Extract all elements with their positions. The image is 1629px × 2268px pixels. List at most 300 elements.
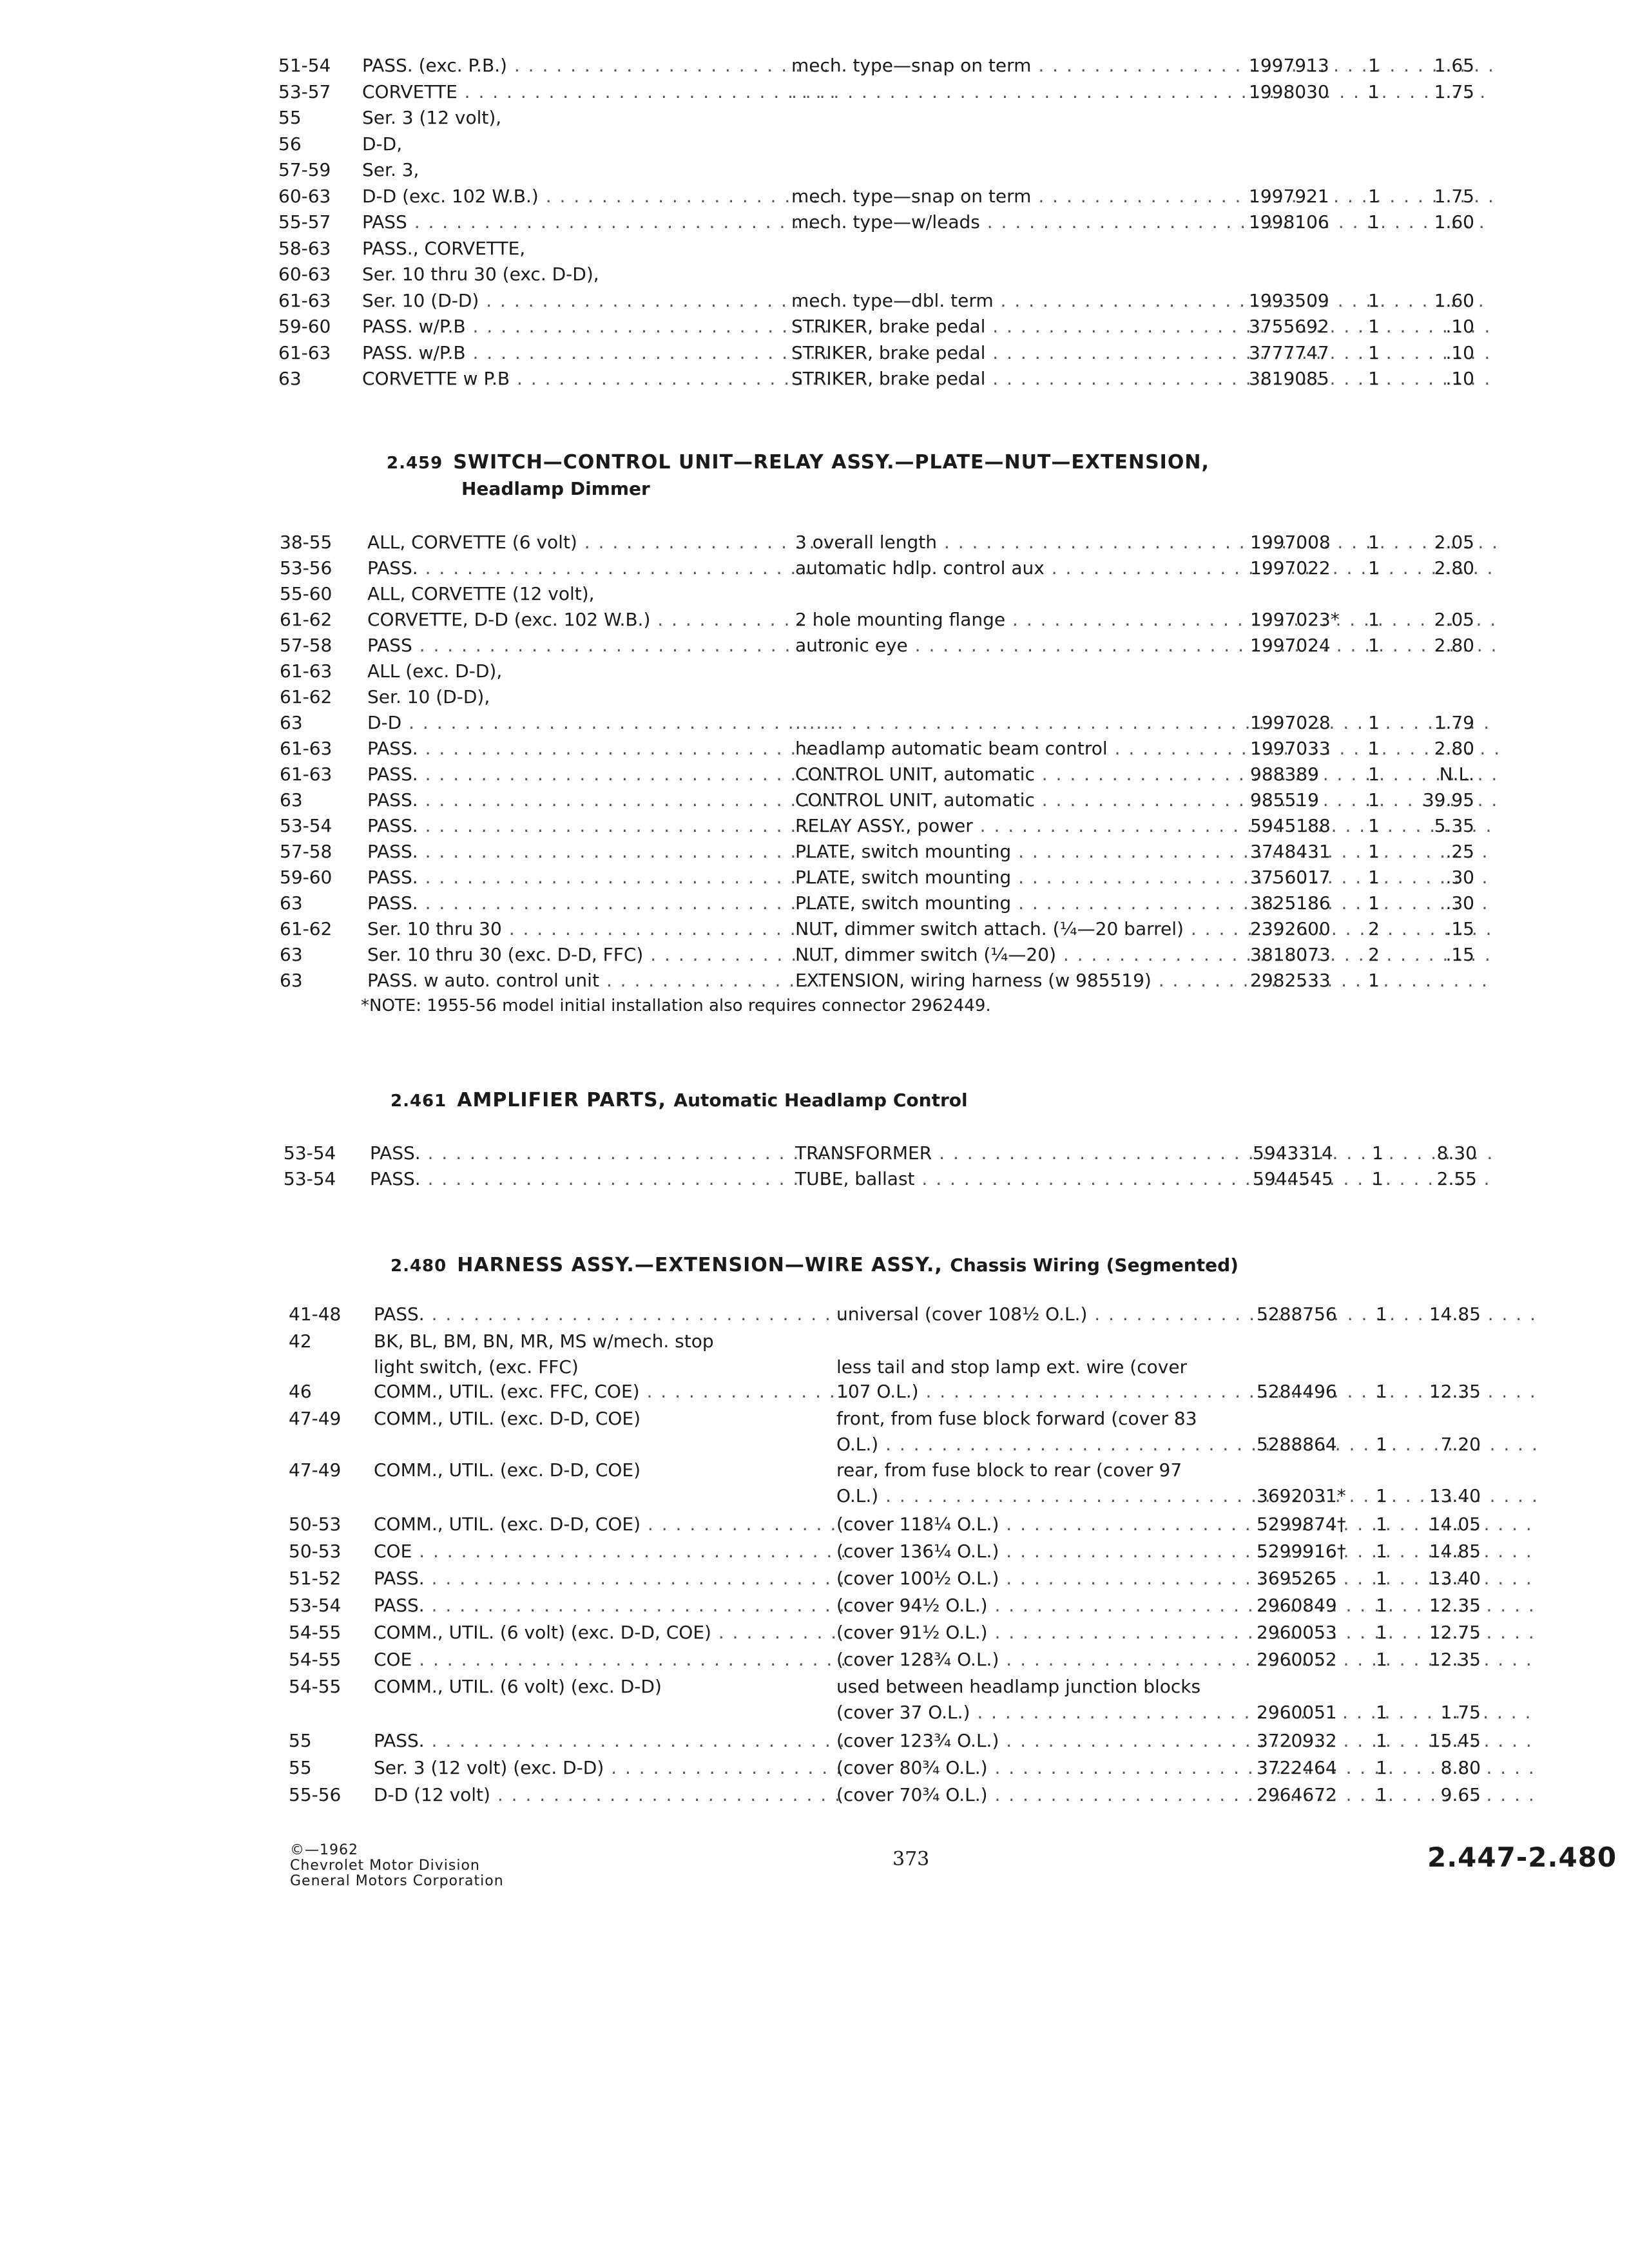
description-cell: D-D,	[362, 133, 403, 155]
description-cell: PASS. . . .	[374, 1302, 851, 1327]
description-cell: PASS. . . .	[374, 1566, 851, 1591]
part-number-cell: 5288756	[1257, 1303, 1337, 1325]
description-cell: COMM., UTIL. (exc. D-D, COE) . . .	[374, 1512, 851, 1537]
part-name-cell: (cover 100½ O.L.) . . .	[836, 1566, 1539, 1591]
part-number-cell: 5288864	[1257, 1434, 1337, 1455]
description-cell: CORVETTE w P.B . . .	[362, 366, 839, 392]
table-row	[0, 890, 1629, 916]
part-name-cell: (cover 91½ O.L.) . . .	[836, 1620, 1539, 1646]
price-cell: 1.60	[1434, 211, 1474, 233]
table-row	[0, 1593, 1629, 1619]
section-title: SWITCH—CONTROL UNIT—RELAY ASSY.—PLATE—NUT—EXTENSION,	[453, 451, 1210, 474]
quantity-cell: 1	[1368, 55, 1380, 76]
quantity-cell: 1	[1368, 289, 1380, 311]
description-cell: COMM., UTIL. (exc. D-D, COE)	[374, 1408, 641, 1429]
price-cell: 1.60	[1434, 289, 1474, 311]
quantity-cell: 1	[1368, 712, 1380, 733]
part-name-cell: mech. type—w/leads . . .	[791, 209, 1494, 235]
price-cell: 13.40	[1429, 1568, 1481, 1589]
years-cell: 61-63	[278, 289, 331, 311]
description-cell: Ser. 10 thru 30 (exc. D-D),	[362, 264, 599, 285]
quantity-cell: 1	[1376, 1649, 1387, 1670]
years-cell: 53-57	[278, 81, 331, 102]
quantity-cell: 1	[1376, 1434, 1387, 1455]
part-name-cell: less tail and stop lamp ext. wire (cover	[836, 1356, 1188, 1378]
quantity-cell: 1	[1372, 1142, 1383, 1164]
years-cell: 50-53	[289, 1514, 342, 1535]
table-row	[0, 1457, 1629, 1483]
years-cell: 60-63	[278, 264, 331, 285]
quantity-cell: 1	[1368, 211, 1380, 233]
price-cell: N.L.	[1439, 764, 1474, 785]
part-number-cell: 1997023*	[1250, 609, 1340, 630]
description-cell: Ser. 3,	[362, 159, 419, 180]
part-number-cell: 3748431	[1250, 841, 1331, 862]
table-row	[0, 684, 1629, 710]
years-cell: 56	[278, 133, 302, 155]
description-cell: COMM., UTIL. (exc. D-D, COE)	[374, 1459, 641, 1481]
description-cell: Ser. 10 thru 30 (exc. D-D, FFC) . . .	[367, 942, 844, 968]
price-cell: 14.85	[1429, 1541, 1481, 1562]
years-cell: 41-48	[289, 1303, 342, 1325]
price-cell: 8.80	[1440, 1757, 1481, 1778]
part-number-cell: 2960051	[1257, 1702, 1337, 1723]
quantity-cell: 1	[1376, 1595, 1387, 1616]
years-cell: 61-62	[280, 918, 333, 939]
years-cell: 51-54	[278, 55, 331, 76]
part-number-cell: 1997008	[1250, 532, 1331, 553]
part-name-cell	[791, 79, 1494, 105]
part-number-cell: 3818073	[1250, 944, 1331, 965]
description-cell: D-D . . .	[367, 710, 844, 736]
quantity-cell: 1	[1368, 841, 1380, 862]
description-cell: PASS. . . .	[370, 1140, 847, 1166]
description-cell: PASS. . . .	[367, 736, 844, 762]
table-row	[0, 787, 1629, 813]
quantity-cell: 1	[1368, 789, 1380, 811]
price-cell: .10	[1445, 341, 1474, 363]
years-cell: 54-55	[289, 1676, 342, 1697]
price-cell: 1.65	[1434, 55, 1474, 76]
years-cell: 58-63	[278, 237, 331, 259]
part-name-cell: mech. type—snap on term . . .	[791, 53, 1494, 79]
quantity-cell: 1	[1368, 609, 1380, 630]
part-name-cell: PLATE, switch mounting . . .	[795, 890, 1498, 916]
table-row	[0, 1700, 1629, 1725]
price-cell: 13.40	[1429, 1485, 1481, 1506]
years-cell: 51-52	[289, 1568, 342, 1589]
quantity-cell: 1	[1368, 316, 1380, 337]
table-row	[0, 314, 1629, 340]
table-row	[0, 1620, 1629, 1646]
table-row	[0, 1755, 1629, 1781]
section-2-459-heading	[387, 451, 1210, 474]
price-cell: 14.85	[1429, 1303, 1481, 1325]
quantity-cell: 1	[1368, 970, 1380, 991]
years-cell: 38-55	[280, 532, 333, 553]
years-cell: 53-54	[280, 815, 333, 836]
publisher-credit	[290, 1843, 504, 1889]
price-cell: 1.75	[1434, 185, 1474, 207]
quantity-cell: 1	[1376, 1784, 1387, 1805]
description-cell: D-D (exc. 102 W.B.) . . .	[362, 184, 839, 209]
table-row	[0, 1432, 1629, 1457]
part-name-cell: 3 overall length . . .	[795, 530, 1498, 555]
quantity-cell: 1	[1368, 368, 1380, 389]
part-name-cell: STRIKER, brake pedal . . .	[791, 340, 1494, 366]
part-number-cell: 3825186	[1250, 892, 1331, 914]
part-number-cell: 2392600	[1250, 918, 1331, 939]
quantity-cell: 1	[1372, 1168, 1383, 1189]
quantity-cell: 1	[1376, 1622, 1387, 1643]
price-cell: 7.20	[1440, 1434, 1481, 1455]
description-cell: PASS . . .	[367, 633, 844, 658]
years-cell: 55-60	[280, 583, 333, 604]
part-number-cell: 5944545	[1253, 1168, 1333, 1189]
part-number-cell: 2960849	[1257, 1595, 1337, 1616]
part-number-cell: 3720932	[1257, 1730, 1337, 1751]
years-cell: 61-63	[280, 660, 333, 682]
description-cell: COMM., UTIL. (exc. FFC, COE) . . .	[374, 1379, 851, 1405]
years-cell: 63	[278, 368, 302, 389]
description-cell: PASS. . . .	[367, 865, 844, 890]
part-number-cell: 3692031*	[1257, 1485, 1346, 1506]
section-title: AMPLIFIER PARTS,	[457, 1089, 666, 1111]
part-name-cell: (cover 37 O.L.) . . .	[836, 1700, 1539, 1725]
table-row	[0, 131, 1629, 157]
quantity-cell: 1	[1368, 185, 1380, 207]
price-cell: 15.45	[1429, 1730, 1481, 1751]
quantity-cell: 1	[1376, 1303, 1387, 1325]
years-cell: 63	[280, 892, 303, 914]
table-row	[0, 236, 1629, 262]
price-cell: .15	[1445, 918, 1474, 939]
years-cell: 61-63	[280, 738, 333, 759]
price-cell: 12.35	[1429, 1649, 1481, 1670]
table-row	[0, 1782, 1629, 1808]
description-cell: Ser. 3 (12 volt),	[362, 107, 502, 128]
quantity-cell: 1	[1368, 815, 1380, 836]
corporation: General Motors Corporation	[290, 1873, 504, 1889]
table-row	[0, 340, 1629, 366]
description-cell: PASS. (exc. P.B.) . . .	[362, 53, 839, 79]
quantity-cell: 1	[1368, 635, 1380, 656]
section-2-461-heading	[390, 1089, 968, 1111]
years-cell: 63	[280, 944, 303, 965]
years-cell: 55	[289, 1757, 312, 1778]
description-cell: PASS. . . .	[367, 890, 844, 916]
table-row	[0, 942, 1629, 968]
part-name-cell: STRIKER, brake pedal . . .	[791, 314, 1494, 340]
quantity-cell: 1	[1376, 1485, 1387, 1506]
section-subtitle: Automatic Headlamp Control	[673, 1090, 968, 1111]
part-number-cell: 1998030	[1249, 81, 1329, 102]
table-row	[0, 79, 1629, 105]
table-row	[0, 1329, 1629, 1354]
part-name-cell: RELAY ASSY., power . . .	[795, 813, 1498, 839]
description-cell: Ser. 10 (D-D),	[367, 686, 490, 707]
price-cell: 5.35	[1434, 815, 1474, 836]
table-row	[0, 1647, 1629, 1673]
part-name-cell: headlamp automatic beam control . . .	[795, 736, 1498, 762]
price-cell: 9.65	[1440, 1784, 1481, 1805]
part-name-cell: 2 hole mounting flange . . .	[795, 607, 1498, 633]
quantity-cell: 1	[1368, 764, 1380, 785]
description-cell: PASS. . . .	[370, 1166, 847, 1192]
section-number: 2.480	[390, 1256, 447, 1276]
part-name-cell: PLATE, switch mounting . . .	[795, 865, 1498, 890]
part-name-cell: O.L.) . . .	[836, 1483, 1539, 1509]
part-name-cell: PLATE, switch mounting . . .	[795, 839, 1498, 865]
table-row	[0, 1379, 1629, 1405]
part-number-cell: 3755692	[1249, 316, 1329, 337]
quantity-cell: 1	[1368, 532, 1380, 553]
years-cell: 61-62	[280, 686, 333, 707]
description-cell: ALL, CORVETTE (6 volt) . . .	[367, 530, 844, 555]
description-cell: PASS. w auto. control unit . . .	[367, 968, 844, 994]
section-number: 2.461	[390, 1091, 447, 1111]
section-range: 2.447-2.480	[1427, 1841, 1617, 1873]
years-cell: 53-54	[284, 1142, 336, 1164]
table-row	[0, 968, 1629, 994]
table-row	[0, 633, 1629, 658]
footnote: *NOTE: 1955-56 model initial installation also requires connector 2962449.	[361, 996, 991, 1015]
quantity-cell: 1	[1368, 892, 1380, 914]
quantity-cell: 1	[1376, 1381, 1387, 1402]
table-row	[0, 839, 1629, 865]
quantity-cell: 1	[1376, 1541, 1387, 1562]
years-cell: 61-63	[278, 341, 331, 363]
price-cell: 12.75	[1429, 1622, 1481, 1643]
table-row	[0, 209, 1629, 235]
table-row	[0, 262, 1629, 287]
table-row	[0, 1539, 1629, 1564]
section-subtitle: Chassis Wiring (Segmented)	[950, 1254, 1239, 1276]
quantity-cell: 1	[1368, 81, 1380, 102]
description-cell: PASS. . . .	[367, 762, 844, 787]
part-number-cell: 1997022	[1250, 557, 1331, 579]
years-cell: 61-63	[280, 764, 333, 785]
quantity-cell: 2	[1368, 944, 1380, 965]
part-number-cell: 1997913	[1249, 55, 1329, 76]
part-number-cell: 5284496	[1257, 1381, 1337, 1402]
part-number-cell: 1997921	[1249, 185, 1329, 207]
years-cell: 53-56	[280, 557, 333, 579]
part-name-cell: (cover 70¾ O.L.) . . .	[836, 1782, 1539, 1808]
price-cell: 1.75	[1440, 1702, 1481, 1723]
price-cell: 2.80	[1434, 635, 1474, 656]
table-row	[0, 658, 1629, 684]
copyright: ©—1962	[290, 1842, 358, 1858]
part-name-cell: mech. type—dbl. term . . .	[791, 288, 1494, 314]
table-row	[0, 581, 1629, 607]
part-name-cell: (cover 80¾ O.L.) . . .	[836, 1755, 1539, 1781]
table-row	[0, 1354, 1629, 1380]
description-cell: COE . . .	[374, 1539, 851, 1564]
price-cell: 1.79	[1434, 712, 1474, 733]
quantity-cell: 1	[1376, 1730, 1387, 1751]
quantity-cell: 1	[1368, 738, 1380, 759]
table-row	[0, 288, 1629, 314]
years-cell: 54-55	[289, 1649, 342, 1670]
part-number-cell: 5945188	[1250, 815, 1331, 836]
description-cell: PASS. . . .	[374, 1728, 851, 1754]
description-cell: CORVETTE . . .	[362, 79, 839, 105]
part-name-cell: O.L.) . . .	[836, 1432, 1539, 1457]
years-cell: 55-57	[278, 211, 331, 233]
part-name-cell: CONTROL UNIT, automatic . . .	[795, 787, 1498, 813]
quantity-cell: 1	[1368, 557, 1380, 579]
years-cell: 53-54	[284, 1168, 336, 1189]
table-row	[0, 865, 1629, 890]
table-row	[0, 1483, 1629, 1509]
part-name-cell: (cover 123¾ O.L.) . . .	[836, 1728, 1539, 1754]
part-name-cell: EXTENSION, wiring harness (w 985519) . . .	[795, 968, 1498, 994]
table-row	[0, 607, 1629, 633]
table-row	[0, 1302, 1629, 1327]
years-cell: 53-54	[289, 1595, 342, 1616]
part-number-cell: 2964672	[1257, 1784, 1337, 1805]
part-number-cell: 3695265	[1257, 1568, 1337, 1589]
part-name-cell: mech. type—snap on term . . .	[791, 184, 1494, 209]
part-name-cell: autronic eye . . .	[795, 633, 1498, 658]
years-cell: 59-60	[280, 867, 333, 888]
part-number-cell: 5299916†	[1257, 1541, 1346, 1562]
description-cell: D-D (12 volt) . . .	[374, 1782, 851, 1808]
description-cell: PASS. . . .	[367, 787, 844, 813]
section-title: HARNESS ASSY.—EXTENSION—WIRE ASSY.,	[457, 1254, 943, 1276]
table-row	[0, 53, 1629, 79]
part-number-cell: 1997033	[1250, 738, 1331, 759]
part-name-cell: TUBE, ballast . . .	[795, 1166, 1498, 1192]
description-cell: PASS. . . .	[367, 813, 844, 839]
years-cell: 55	[278, 107, 302, 128]
years-cell: 57-59	[278, 159, 331, 180]
table-row	[0, 555, 1629, 581]
description-cell: light switch, (exc. FFC)	[374, 1356, 579, 1378]
part-name-cell: CONTROL UNIT, automatic . . .	[795, 762, 1498, 787]
price-cell: .30	[1445, 892, 1474, 914]
part-number-cell: 3777747	[1249, 341, 1329, 363]
section-2-459-subtitle: Headlamp Dimmer	[461, 478, 650, 499]
table-row	[0, 184, 1629, 209]
description-cell: BK, BL, BM, BN, MR, MS w/mech. stop	[374, 1331, 714, 1352]
part-name-cell: 107 O.L.) . . .	[836, 1379, 1539, 1405]
price-cell: 12.35	[1429, 1595, 1481, 1616]
table-row	[0, 762, 1629, 787]
table-row	[0, 813, 1629, 839]
price-cell: 14.05	[1429, 1514, 1481, 1535]
part-number-cell: 5299874†	[1257, 1514, 1346, 1535]
description-cell: PASS. . . .	[367, 555, 844, 581]
quantity-cell: 1	[1376, 1514, 1387, 1535]
description-cell: PASS. . . .	[374, 1593, 851, 1619]
price-cell: .15	[1445, 944, 1474, 965]
table-row	[0, 1166, 1629, 1192]
years-cell: 46	[289, 1381, 312, 1402]
description-cell: CORVETTE, D-D (exc. 102 W.B.) . . .	[367, 607, 844, 633]
price-cell: 2.05	[1434, 532, 1474, 553]
part-name-cell: STRIKER, brake pedal . . .	[791, 366, 1494, 392]
years-cell: 57-58	[280, 635, 333, 656]
price-cell: 1.75	[1434, 81, 1474, 102]
page-number: 373	[892, 1848, 930, 1870]
part-number-cell: 1993509	[1249, 289, 1329, 311]
years-cell: 47-49	[289, 1408, 342, 1429]
quantity-cell: 1	[1376, 1757, 1387, 1778]
description-cell: Ser. 3 (12 volt) (exc. D-D) . . .	[374, 1755, 851, 1781]
description-cell: PASS., CORVETTE,	[362, 237, 526, 259]
quantity-cell: 1	[1376, 1568, 1387, 1589]
description-cell: ALL (exc. D-D),	[367, 660, 503, 682]
table-row	[0, 157, 1629, 183]
part-number-cell: 1997028	[1250, 712, 1331, 733]
part-number-cell: 1998106	[1249, 211, 1329, 233]
years-cell: 61-62	[280, 609, 333, 630]
years-cell: 59-60	[278, 316, 331, 337]
table-row	[0, 1728, 1629, 1754]
part-number-cell: 2982533	[1250, 970, 1331, 991]
price-cell: .10	[1445, 368, 1474, 389]
quantity-cell: 2	[1368, 918, 1380, 939]
years-cell: 47-49	[289, 1459, 342, 1481]
years-cell: 54-55	[289, 1622, 342, 1643]
part-name-cell: (cover 136¼ O.L.) . . .	[836, 1539, 1539, 1564]
table-row	[0, 530, 1629, 555]
years-cell: 55	[289, 1730, 312, 1751]
division: Chevrolet Motor Division	[290, 1858, 480, 1874]
description-cell: PASS. w/P.B . . .	[362, 314, 839, 340]
part-name-cell: used between headlamp junction blocks	[836, 1676, 1201, 1697]
description-cell: Ser. 10 thru 30 . . .	[367, 916, 844, 942]
part-number-cell: 1997024	[1250, 635, 1331, 656]
section-number: 2.459	[387, 454, 443, 473]
quantity-cell: 1	[1368, 867, 1380, 888]
part-name-cell	[795, 710, 1498, 736]
description-cell: Ser. 10 (D-D) . . .	[362, 288, 839, 314]
part-name-cell: (cover 94½ O.L.) . . .	[836, 1593, 1539, 1619]
price-cell: 2.80	[1434, 557, 1474, 579]
part-name-cell: NUT, dimmer switch attach. (¼—20 barrel) . . .	[795, 916, 1498, 942]
price-cell: 2.05	[1434, 609, 1474, 630]
price-cell: .25	[1445, 841, 1474, 862]
years-cell: 50-53	[289, 1541, 342, 1562]
table-row	[0, 366, 1629, 392]
price-cell: 8.30	[1436, 1142, 1477, 1164]
part-name-cell: universal (cover 108½ O.L.) . . .	[836, 1302, 1539, 1327]
description-cell: COMM., UTIL. (6 volt) (exc. D-D, COE) . . .	[374, 1620, 851, 1646]
part-name-cell: front, from fuse block forward (cover 83	[836, 1408, 1197, 1429]
description-cell: ALL, CORVETTE (12 volt),	[367, 583, 595, 604]
part-name-cell: (cover 118¼ O.L.) . . .	[836, 1512, 1539, 1537]
table-row	[0, 710, 1629, 736]
years-cell: 60-63	[278, 185, 331, 207]
table-row	[0, 1674, 1629, 1700]
description-cell: COMM., UTIL. (6 volt) (exc. D-D)	[374, 1676, 662, 1697]
table-row	[0, 1566, 1629, 1591]
part-name-cell: NUT, dimmer switch (¼—20) . . .	[795, 942, 1498, 968]
quantity-cell: 1	[1368, 341, 1380, 363]
table-row	[0, 1512, 1629, 1537]
table-row	[0, 736, 1629, 762]
part-name-cell: (cover 128¾ O.L.) . . .	[836, 1647, 1539, 1673]
years-cell: 55-56	[289, 1784, 342, 1805]
price-cell: .30	[1445, 867, 1474, 888]
price-cell: 2.55	[1436, 1168, 1477, 1189]
years-cell: 63	[280, 789, 303, 811]
section-2-480-heading	[390, 1254, 1239, 1276]
description-cell: COE . . .	[374, 1647, 851, 1673]
